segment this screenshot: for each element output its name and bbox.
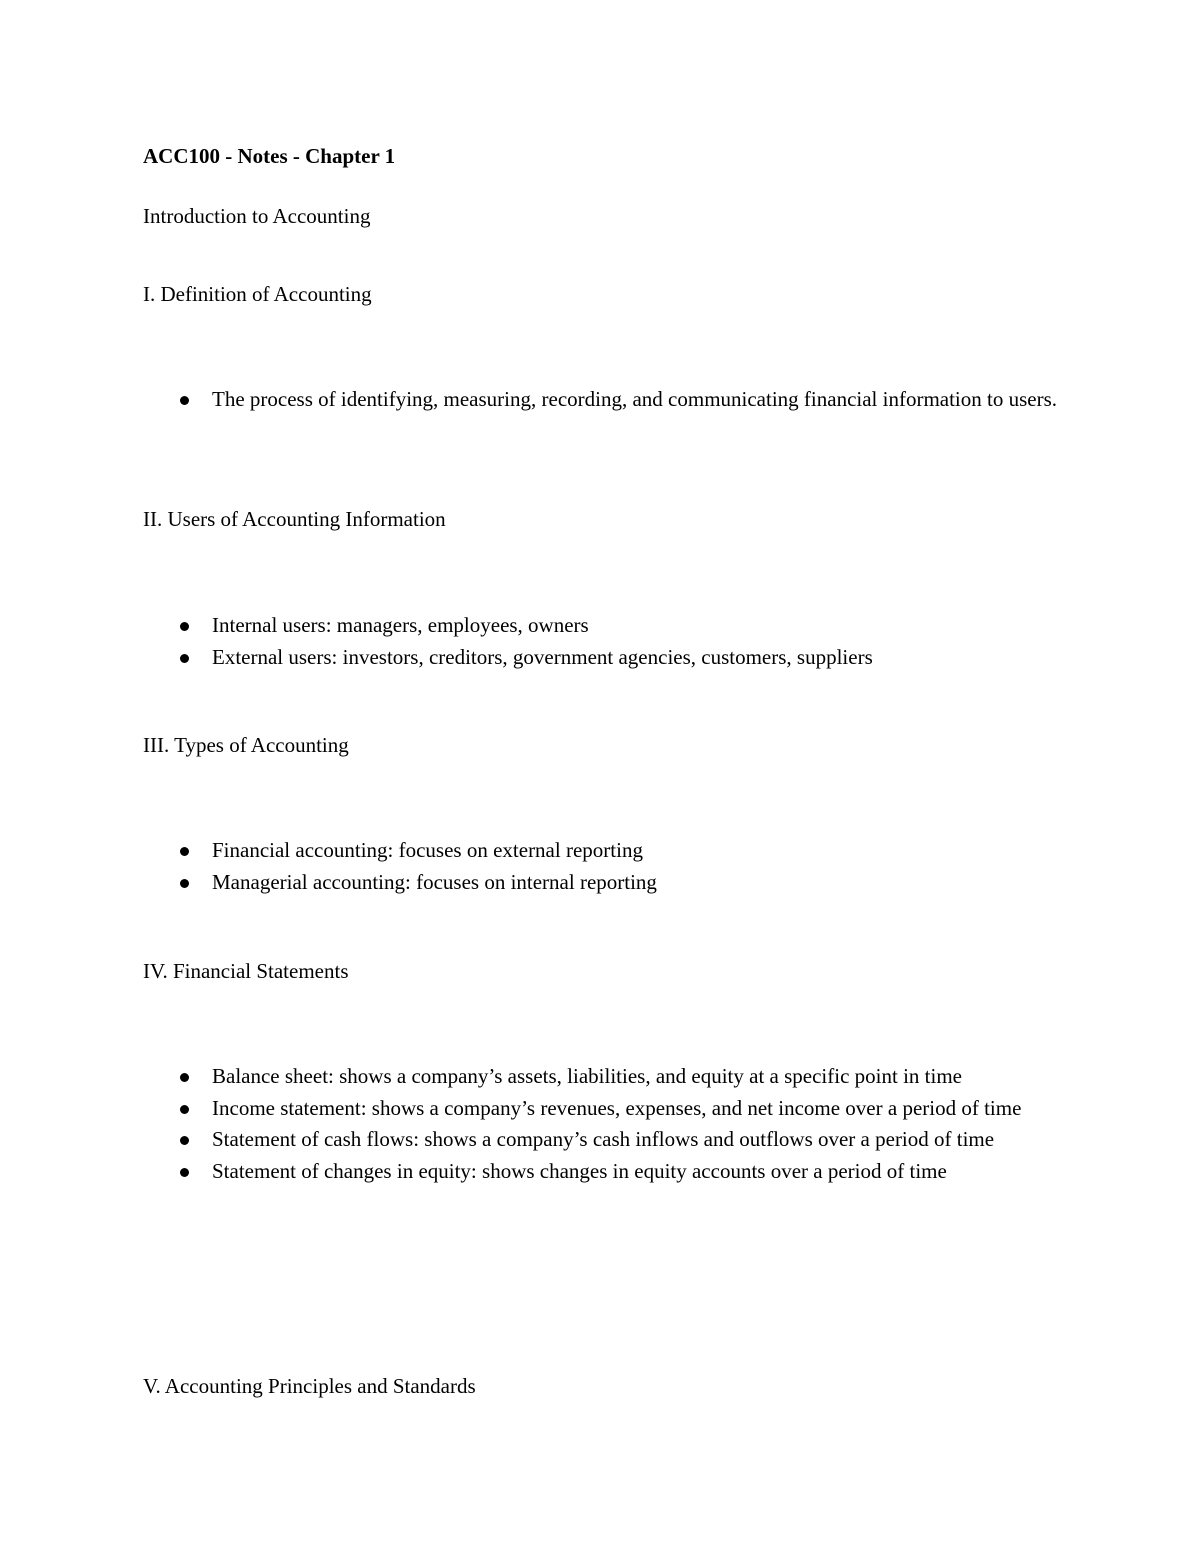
section-list-statements [180,1061,1060,1187]
bullet-icon [180,1168,189,1177]
section-heading-users: II. Users of Accounting Information [143,507,446,531]
bullet-icon [180,879,189,888]
list-item [180,1061,1060,1093]
list-item-text: Financial accounting: focuses on external reporting [212,838,643,862]
list-item [180,642,1060,674]
section-list-types [180,835,1060,898]
bullet-icon [180,654,189,663]
list-item [180,867,1060,899]
list-item-text: Balance sheet: shows a company’s assets, liabilities, and equity at a specific point in time [212,1064,962,1088]
list-item-text: Statement of changes in equity: shows changes in equity accounts over a period of time [212,1158,947,1183]
section-heading-statements: IV. Financial Statements [143,959,349,983]
bullet-icon [180,622,189,631]
list-item-text: The process of identifying, measuring, recording, and communicating financial information to users. [212,387,1058,411]
document-title: ACC100 - Notes - Chapter 1 [143,144,396,168]
section-heading-types: III. Types of Accounting [143,733,349,757]
list-item-text: Income statement: shows a company’s revenues, expenses, and net income over a period of time [212,1095,1022,1120]
bullet-icon [180,1105,189,1114]
document-subtitle: Introduction to Accounting [143,204,371,228]
list-item [180,610,1060,642]
list-item [180,835,1060,867]
list-item-text: Managerial accounting: focuses on internal reporting [212,869,657,894]
list-item [180,384,1060,416]
list-item [180,1156,1060,1188]
section-list-definition [180,384,1060,416]
list-item-text: External users: investors, creditors, government agencies, customers, suppliers [212,644,873,669]
section-list-users [180,610,1060,673]
list-item [180,1093,1060,1125]
bullet-icon [180,1073,189,1082]
list-item-text: Internal users: managers, employees, owners [212,613,589,637]
bullet-icon [180,1136,189,1145]
bullet-icon [180,396,189,405]
bullet-icon [180,847,189,856]
list-item-text: Statement of cash flows: shows a company’s cash inflows and outflows over a period of time [212,1127,995,1151]
section-heading-principles: V. Accounting Principles and Standards [143,1374,476,1398]
list-item [180,1124,1060,1156]
section-heading-definition: I. Definition of Accounting [143,282,372,306]
